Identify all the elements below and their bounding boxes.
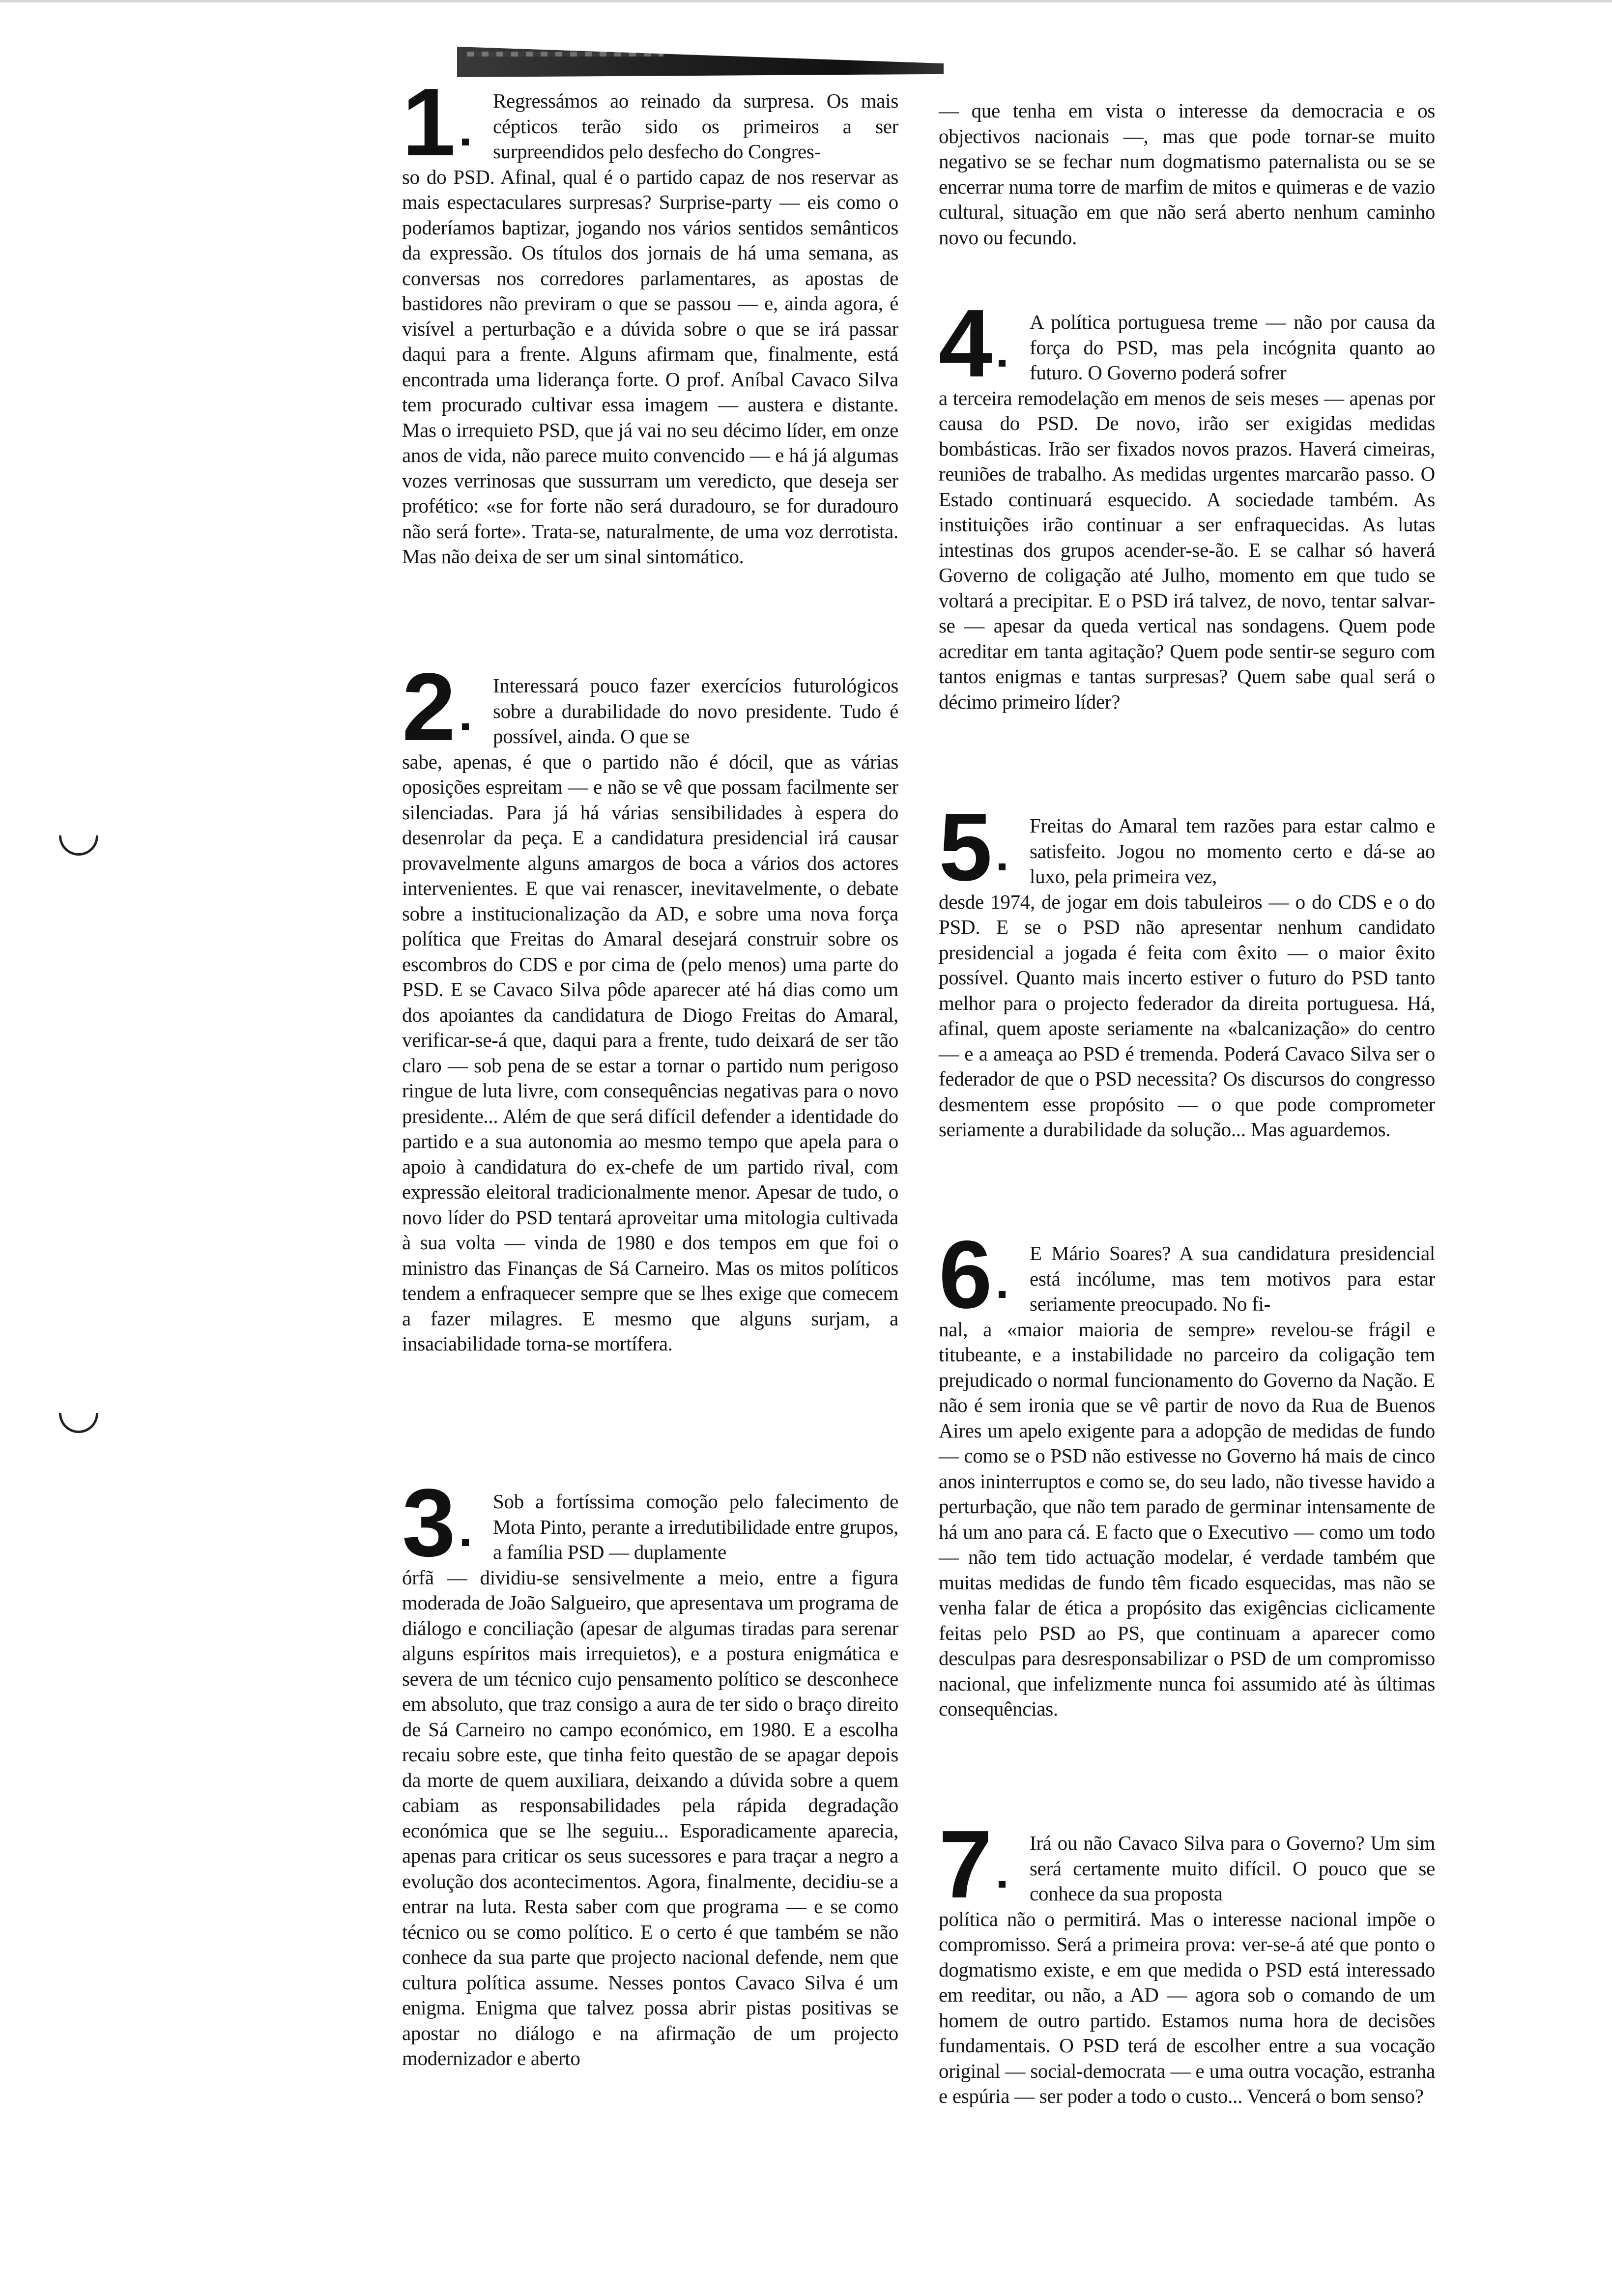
section-body: desde 1974, de jogar em dois tabuleiros — o do CDS e o do PSD. E se o PSD não apresentar nenhum candidato presidencial a jogada é feita com êxito — o maior êxito possível. Quanto mais incerto estiver o futuro do PSD tanto melhor para o projecto federador da direita portuguesa. Há, afinal, quem aposte seriamente na «balcanização» do centro — e a ameaça ao PSD é tremenda. Poderá Cavaco Silva ser o federador de que o PSD necessita? Os discursos do congresso desmentem esse propósito — o que pode comprometer seriamente a durabilidade da solução... Mas aguardemos. xyxy=(939,890,1435,1141)
section-number: 5 xyxy=(939,793,993,901)
section-body: — que tenha em vista o interesse da democracia e os objectivos nacionais —, mas que pode tornar-se muito negativo se se fechar num dogmatismo paternalista ou se se encerrar numa torre de marfim de mitos e quimeras e de vazio cultural, situação em que não será aberto nenhum caminho novo ou fecundo. xyxy=(939,99,1435,249)
bullet-square-icon xyxy=(462,139,469,145)
section-4 xyxy=(939,289,1435,715)
section-lead: Sob a fortíssima comoção pelo falecimento de Mota Pinto, perante a irredutibilidade entre grupos, a família PSD — duplamente xyxy=(493,1490,898,1563)
section-3 xyxy=(402,1469,898,2071)
section-1 xyxy=(402,68,898,570)
section-5 xyxy=(939,793,1435,1143)
section-number: 1 xyxy=(402,68,456,176)
section-lead: Freitas do Amaral tem razões para estar calmo e satisfeito. Jogou no momento certo e dá-se ao luxo, pela primeira vez, xyxy=(1030,814,1435,888)
column-header-strip xyxy=(457,47,944,77)
section-number: 6 xyxy=(939,1221,993,1328)
section-number: 3 xyxy=(402,1469,456,1577)
section-lead: Regressámos ao reinado da surpresa. Os mais cépticos terão sido os primeiros a ser surpreendidos pelo desfecho do Congres- xyxy=(493,89,898,163)
section-number: 2 xyxy=(402,653,456,761)
bullet-square-icon xyxy=(999,1291,1006,1298)
section-body: política não o permitirá. Mas o interesse nacional impõe o compromisso. Será a primeira prova: ver-se-á até que ponto o dogmatismo existe, e em que medida o PSD está interessado em reeditar, ou não, a AD — agora sob o comando de um homem de outro partido. Estamos numa hora de decisões fundamentais. O PSD terá de escolher entre a sua vocação original — social-democrata — e uma outra vocação, estranha e espúria — ser poder a todo o custo... Vencerá o bom senso? xyxy=(939,1907,1435,2107)
bullet-square-icon xyxy=(999,360,1006,367)
scan-top-edge xyxy=(0,0,1612,2)
section-3-continuation xyxy=(939,98,1435,250)
section-number: 7 xyxy=(939,1810,993,1918)
binder-hole-mark-top xyxy=(59,835,98,856)
bullet-square-icon xyxy=(999,863,1006,870)
section-2 xyxy=(402,653,898,1357)
section-body: so do PSD. Afinal, qual é o partido capaz de nos reservar as mais espectaculares surpresas? Surprise-party — eis como o poderíamos baptizar, jogando nos vários sentidos semânticos da expressão. Os títulos dos jornais de há uma semana, as conversas nos corredores parlamentares, as apostas de bastidores não previram o que se passou — e, ainda agora, é visível a perturbação e a dúvida sobre o que se irá passar daqui para a frente. Alguns afirmam que, finalmente, está encontrada uma liderança forte. O prof. Aníbal Cavaco Silva tem procurado cultivar essa imagem — austera e distante. Mas o irrequieto PSD, que já vai no seu décimo líder, em onze anos de vida, não parece muito convencido — e há já algumas vozes verrinosas que sussurram um veredicto, que deseja ser profético: «se for forte não será duradouro, se for duradouro não será forte». Trata-se, naturalmente, de uma voz derrotista. Mas não deixa de ser um sinal sintomático. xyxy=(402,165,898,568)
section-lead: A política portuguesa treme — não por causa da força do PSD, mas pela incógnita quanto ao futuro. O Governo poderá sofrer xyxy=(1030,311,1435,384)
section-body: sabe, apenas, é que o partido não é dócil, que as várias oposições espreitam — e não se vê que possam facilmente ser silenciadas. Para já há várias sensibilidades à espera do desenrolar da peça. E a candidatura presidencial irá causar provavelmente alguns amargos de boca a vários dos actores intervenientes. E que vai renascer, inevitavelmente, o debate sobre a institucionalização da AD, e sobre uma nova força política que Freitas do Amaral desejará construir sobre os escombros do CDS e por cima de (pelo menos) uma parte do PSD. E se Cavaco Silva pôde aparecer até há dias como um dos apoiantes da candidatura de Diogo Freitas do Amaral, verificar-se-á que, daqui para a frente, tudo deixará de ser tão claro — sob pena de se estar a tornar o partido num perigoso ringue de luta livre, com consequências negativas para o novo presidente... Além de que será difícil defender a identidade do partido e a sua autonomia ao mesmo tempo que apela para o apoio à candidatura do ex-chefe de um partido rival, com expressão eleitoral tradicionalmente menor. Apesar de tudo, o novo líder do PSD tentará aproveitar uma mitologia cultivada à sua volta — vinda de 1980 e dos tempos em que foi o ministro das Finanças de Sá Carneiro. Mas os mitos políticos tendem a enfraquecer sempre que se lhes exige que comecem a fazer milagres. E mesmo que alguns surjam, a insaciabilidade torna-se mortífera. xyxy=(402,750,898,1355)
section-6 xyxy=(939,1221,1435,1722)
section-7 xyxy=(939,1810,1435,2109)
section-lead: Irá ou não Cavaco Silva para o Governo? Um sim será certamente muito difícil. O pouco que se conhece da sua proposta xyxy=(1030,1832,1435,1905)
section-body: a terceira remodelação em menos de seis meses — apenas por causa do PSD. De novo, irão ser exigidas medidas bombásticas. Irão ser fixados novos prazos. Haverá cimeiras, reuniões de trabalho. As medidas urgentes marcarão passo. O Estado continuará esquecido. A sociedade também. As instituições irão continuar a ser enfraquecidas. As lutas intestinas dos grupos acender-se-ão. E se calhar só haverá Governo de coligação até Julho, momento em que tudo se voltará a precipitar. E o PSD irá talvez, de novo, tentar salvar-se — apesar da queda vertical nas sondagens. Quem pode acreditar em tanta agitação? Quem pode sentir-se seguro com tantos enigmas e tantas surpresas? Quem sabe qual será o décimo primeiro líder? xyxy=(939,386,1435,713)
section-body: órfã — dividiu-se sensivelmente a meio, entre a figura moderada de João Salgueiro, que apresentava um programa de diálogo e conciliação (apesar de algumas tiradas para serenar alguns espíritos mais irrequietos), e a postura enigmática e severa de um técnico cujo pensamento político se desconhece em absoluto, que traz consigo a aura de ter sido o braço direito de Sá Carneiro no campo económico, em 1980. E a escolha recaiu sobre este, que tinha feito questão de se apagar depois da morte de quem auxiliara, deixando a dúvida sobre a quem cabiam as responsabilidades pela rápida degradação económica que se lhe seguiu... Esporadicamente aparecia, apenas para criticar os seus sucessores e para traçar a negro a evolução dos acontecimentos. Agora, finalmente, decidiu-se a entrar na luta. Resta saber com que programa — e se como técnico ou se como político. E o certo é que também se não conhece da sua parte que projecto nacional defende, nem que cultura política assume. Nesses pontos Cavaco Silva é um enigma. Enigma que talvez possa abrir pistas positivas se apostar no diálogo e na afirmação de um projecto modernizador e aberto xyxy=(402,1566,898,2069)
section-lead: Interessará pouco fazer exercícios futurológicos sobre a durabilidade do novo presidente. Tudo é possível, ainda. O que se xyxy=(493,674,898,747)
bullet-square-icon xyxy=(462,1539,469,1546)
section-lead: E Mário Soares? A sua candidatura presidencial está incólume, mas tem motivos para estar seriamente preocupado. No fi- xyxy=(1030,1242,1435,1315)
binder-hole-mark-bottom xyxy=(59,1413,98,1433)
section-body: nal, a «maior maioria de sempre» revelou-se frágil e titubeante, e a instabilidade no parceiro da coligação tem prejudicado o normal funcionamento do Governo da Nação. E não é sem ironia que se vê partir de novo da Rua de Buenos Aires um apelo exigente para a adopção de medidas de fundo — como se o PSD não estivesse no Governo há mais de cinco anos ininterruptos e como se, do seu lado, não tivesse havido a perturbação, que não tem parado de germinar intensamente de há um ano para cá. E facto que o Executivo — como um todo — não tem tido actuação modelar, é verdade também que muitas medidas de fundo têm ficado esquecidas, mas não se venha falar de ética a propósito das exigências ciclicamente feitas pelo PSD ao PS, que continuam a aparecer como desculpas para desresponsabilizar o PSD de um compromisso nacional, que infelizmente nunca foi assumido até às últimas consequências. xyxy=(939,1318,1435,1720)
bullet-square-icon xyxy=(999,1881,1006,1888)
bullet-square-icon xyxy=(462,723,469,730)
section-number: 4 xyxy=(939,289,993,397)
